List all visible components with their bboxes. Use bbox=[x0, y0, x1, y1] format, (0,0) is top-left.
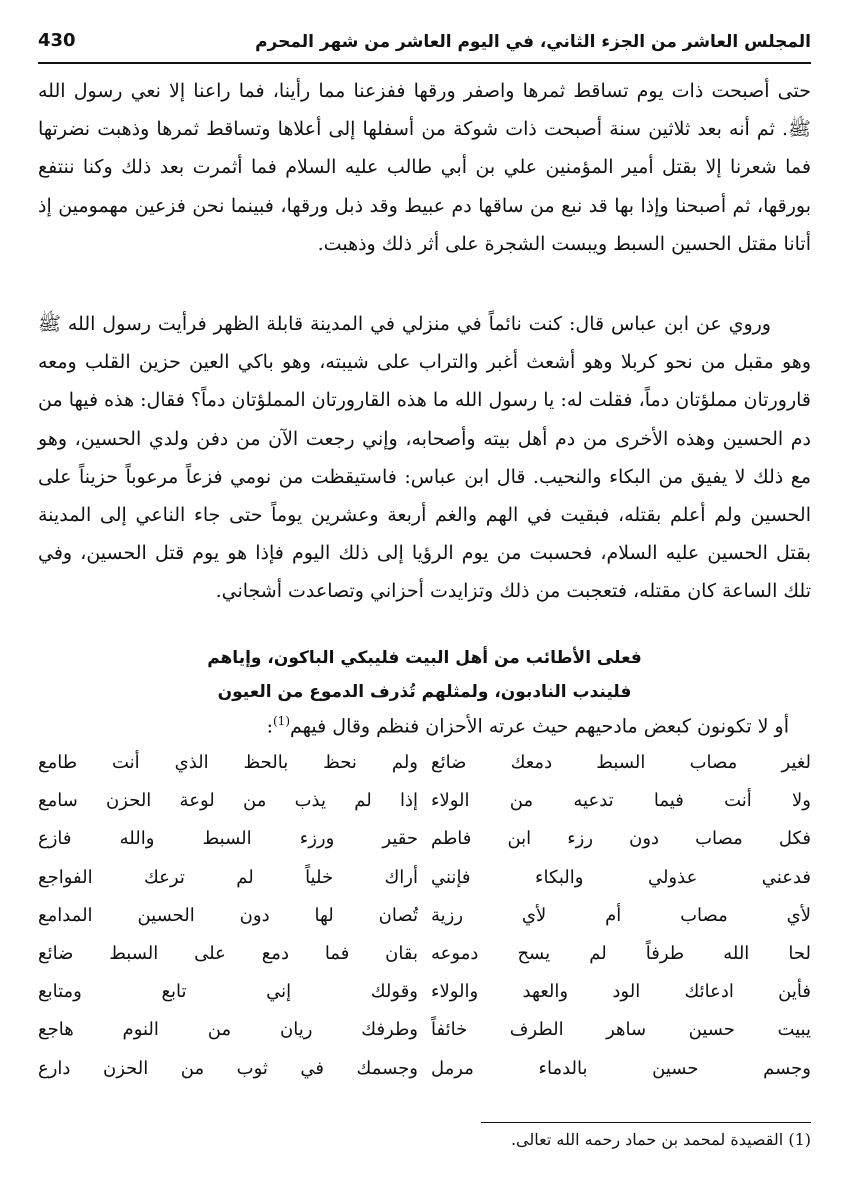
verse-first-hemistich: لأي مصاب أم لأي رزية bbox=[431, 904, 811, 926]
verse-first-hemistich: لغير مصاب السبط دمعك ضائع bbox=[431, 752, 811, 773]
footnote-text: القصيدة لمحمد بن حماد رحمه الله تعالى. bbox=[510, 1130, 784, 1149]
poem bbox=[38, 752, 811, 1096]
verse-second-hemistich: ولم نحظ بالحظ الذي أنت طامع bbox=[38, 752, 418, 773]
running-title: المجلس العاشر من الجزء الثاني، في اليوم العاشر من شهر المحرم bbox=[255, 32, 811, 52]
footnote-divider bbox=[481, 1122, 811, 1123]
verse-second-hemistich: إذا لم يذب من لوعة الحزن سامع bbox=[38, 790, 418, 812]
footnote bbox=[511, 1130, 811, 1149]
paragraph-ibn-abbas: وروي عن ابن عباس قال: كنت نائماً في منزلي في المدينة قابلة الظهر فرأيت رسول الله ﷺ وهو مقبل من نحو كربلا وهو أشعث أغبر والتراب على شيبته، وهو باكي العين حزين القلب ومعه قارورتان مملؤتان دماً، فقلت له: يا رسول الله ما هذه القارورتان المملؤتان دماً؟ فقال: هذه فيها من دم الحسين وهذه الأخرى من دم أهل بيته وأصحابه، وإني رجعت الآن من دفن ولدي الحسين، وهو مع ذلك لا يفيق من البكاء والنحيب. قال ابن عباس: فاستيقظت من نومي فزعاً مرعوباً حزيناً على الحسين ولم أعلم بقتله، فبقيت في الهم والغم أربعة وعشرين يوماً حتى جاء الناعي إلى المدينة بقتل الحسين عليه السلام، فحسبت من يوم الرؤيا إلى ذلك اليوم فإذا هو يوم قتل الحسين، وفي تلك الساعة كان مقتله، فتعجبت من ذلك وتزايدت أحزاني وتصاعدت أشجاني. bbox=[38, 313, 811, 603]
verse-first-hemistich: فكل مصاب دون رزء ابن فاطم bbox=[431, 828, 811, 850]
poem-verse bbox=[38, 790, 811, 828]
verse-first-hemistich: يبيت حسين ساهر الطرف خائفاً bbox=[431, 1019, 811, 1041]
verse-second-hemistich: وطرفك ريان من النوم هاجع bbox=[38, 1019, 418, 1041]
poem-verse bbox=[38, 828, 811, 866]
verse-first-hemistich: وجسم حسين بالدماء مرمل bbox=[431, 1057, 811, 1079]
poem-intro-text: أو لا تكونون كبعض مادحيهم حيث عرته الأحزان فنظم وقال فيهم bbox=[290, 715, 789, 738]
poem-verse bbox=[38, 1058, 811, 1096]
page-number: 430 bbox=[38, 30, 76, 51]
poem-verse bbox=[38, 867, 811, 905]
verse-first-hemistich: لحا الله طرفاً لم يسح دموعه bbox=[431, 942, 811, 964]
poem-verse bbox=[38, 943, 811, 981]
verse-second-hemistich: حقير ورزء السبط والله فازع bbox=[38, 828, 418, 850]
verse-second-hemistich: بقان فما دمع على السبط ضائع bbox=[38, 942, 418, 964]
poem-intro bbox=[267, 714, 789, 737]
verse-second-hemistich: وقولك إني تابع ومتابع bbox=[38, 981, 418, 1003]
verse-first-hemistich: فأين ادعائك الود والعهد والولاء bbox=[431, 981, 811, 1003]
verse-second-hemistich: أراك خلياً لم ترعك الفواجع bbox=[38, 866, 418, 888]
verse-second-hemistich: تُصان لها دون الحسين المدامع bbox=[38, 904, 418, 926]
paragraph-tree-story: حتى أصبحت ذات يوم تساقط ثمرها واصفر ورقها ففزعنا مما رأينا، فما راعنا إلا نعي رسول الله ﷺ. ثم أنه بعد ثلاثين سنة أصبحت ذات شوكة من أسفلها إلى أعلاها وتساقط ثمرها وذهبت نضرتها فما شعرنا إلا بقتل أمير المؤمنين علي بن أبي طالب عليه السلام فما أثمرت بعد ذلك وكنا ننتفع بورقها، ثم أصبحنا وإذا بها قد نبع من ساقها دم عبيط وقد ذبل ورقها، فبينما نحن فزعين مهمومين إذ أتانا مقتل الحسين السبط ويبست الشجرة على أثر ذلك وذهبت. bbox=[38, 80, 811, 255]
verse-first-hemistich: فدعني عذولي والبكاء فإنني bbox=[431, 866, 811, 888]
bold-line-2: فليندب النادبون، ولمثلهم تُذرف الدموع من العيون bbox=[217, 682, 632, 702]
bold-line-1: فعلى الأطائب من أهل البيت فليبكي الباكون، وإياهم bbox=[207, 648, 642, 668]
poem-verse bbox=[38, 981, 811, 1019]
poem-verse bbox=[38, 1019, 811, 1057]
page-header bbox=[38, 28, 811, 64]
poem-verse bbox=[38, 905, 811, 943]
poem-intro-colon: : bbox=[266, 715, 273, 738]
verse-first-hemistich: ولا أنت فيما تدعيه من الولاء bbox=[431, 790, 811, 812]
verse-second-hemistich: وجسمك في ثوب من الحزن دارع bbox=[38, 1057, 418, 1079]
poem-verse bbox=[38, 752, 811, 790]
footnote-marker: (1) bbox=[788, 1130, 811, 1149]
footnote-ref: (1) bbox=[272, 714, 290, 728]
